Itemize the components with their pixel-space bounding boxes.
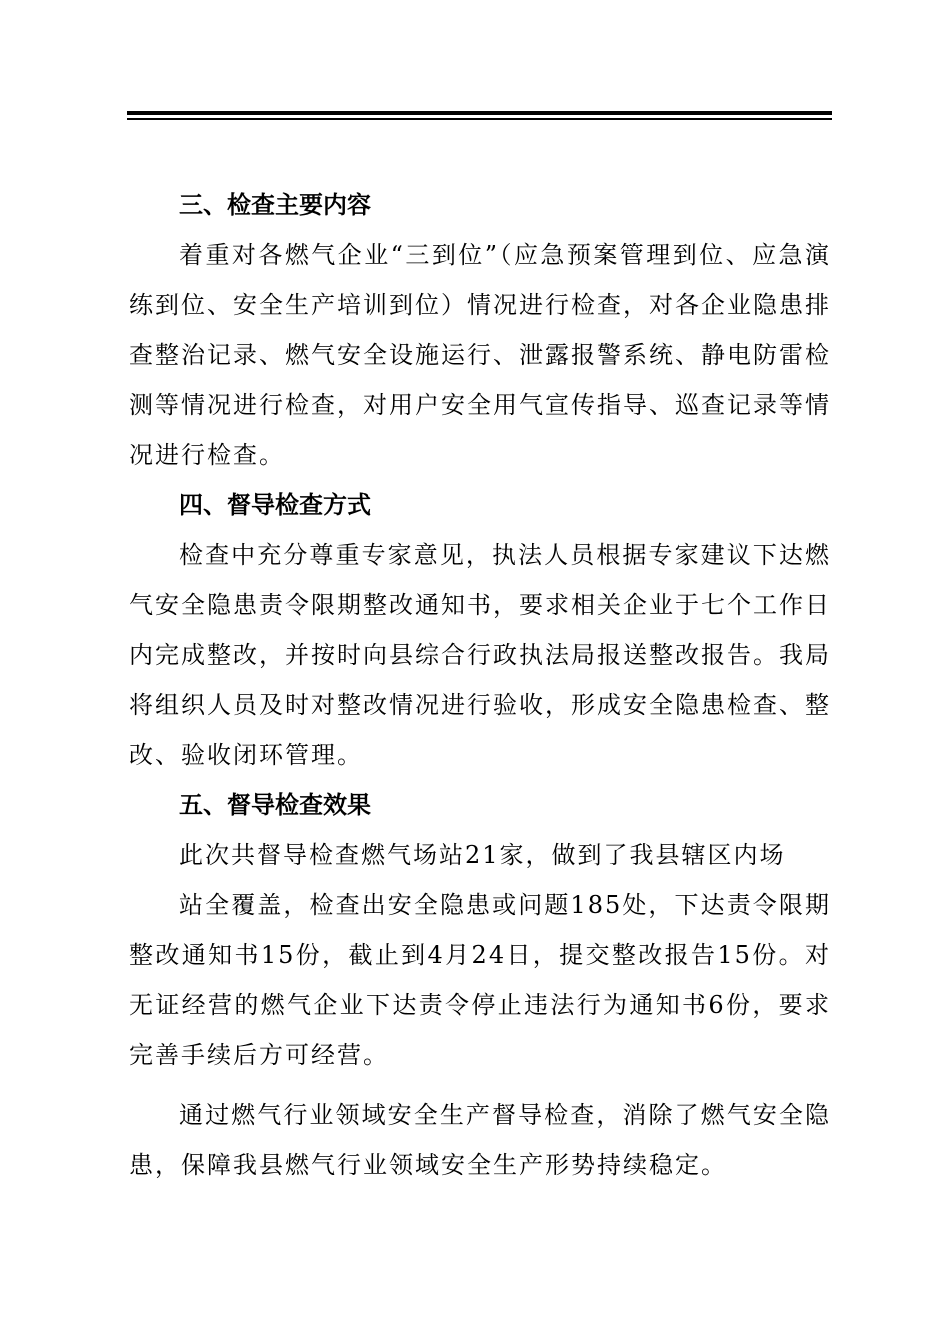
section-5-first-line: 此次共督导检查燃气场站21家，做到了我县辖区内场 (179, 841, 786, 869)
section-3-heading: 三、检查主要内容 (179, 191, 371, 219)
header-rule-thin (127, 118, 832, 120)
section-4-heading: 四、督导检查方式 (179, 491, 371, 519)
section-4-paragraph: 检查中充分尊重专家意见，执法人员根据专家建议下达燃气安全隐患责令限期整改通知书，要求相关企业于七个工作日内完成整改，并按时向县综合行政执法局报送整改报告。我局将组织人员及时对整改情况进行验收，形成安全隐患检查、整改、验收闭环管理。 (129, 541, 831, 769)
section-5-paragraph-2: 通过燃气行业领域安全生产督导检查，消除了燃气安全隐患，保障我县燃气行业领域安全生产形势持续稳定。 (129, 1101, 831, 1179)
paragraph-gap (129, 1080, 831, 1090)
section-3-paragraph: 着重对各燃气企业“三到位”（应急预案管理到位、应急演练到位、安全生产培训到位）情况进行检查，对各企业隐患排查整治记录、燃气安全设施运行、泄露报警系统、静电防雷检测等情况进行检查，对用户安全用气宣传指导、巡查记录等情况进行检查。 (129, 241, 831, 469)
section-5-heading: 五、督导检查效果 (179, 791, 371, 819)
section-5-paragraph-1: 站全覆盖，检查出安全隐患或问题185处，下达责令限期整改通知书15份，截止到4月24日，提交整改报告15份。对无证经营的燃气企业下达责令停止违法行为通知书6份，要求完善手续后方可经营。 (129, 891, 831, 1069)
document-body (129, 180, 831, 1190)
header-rule-thick (127, 111, 832, 115)
